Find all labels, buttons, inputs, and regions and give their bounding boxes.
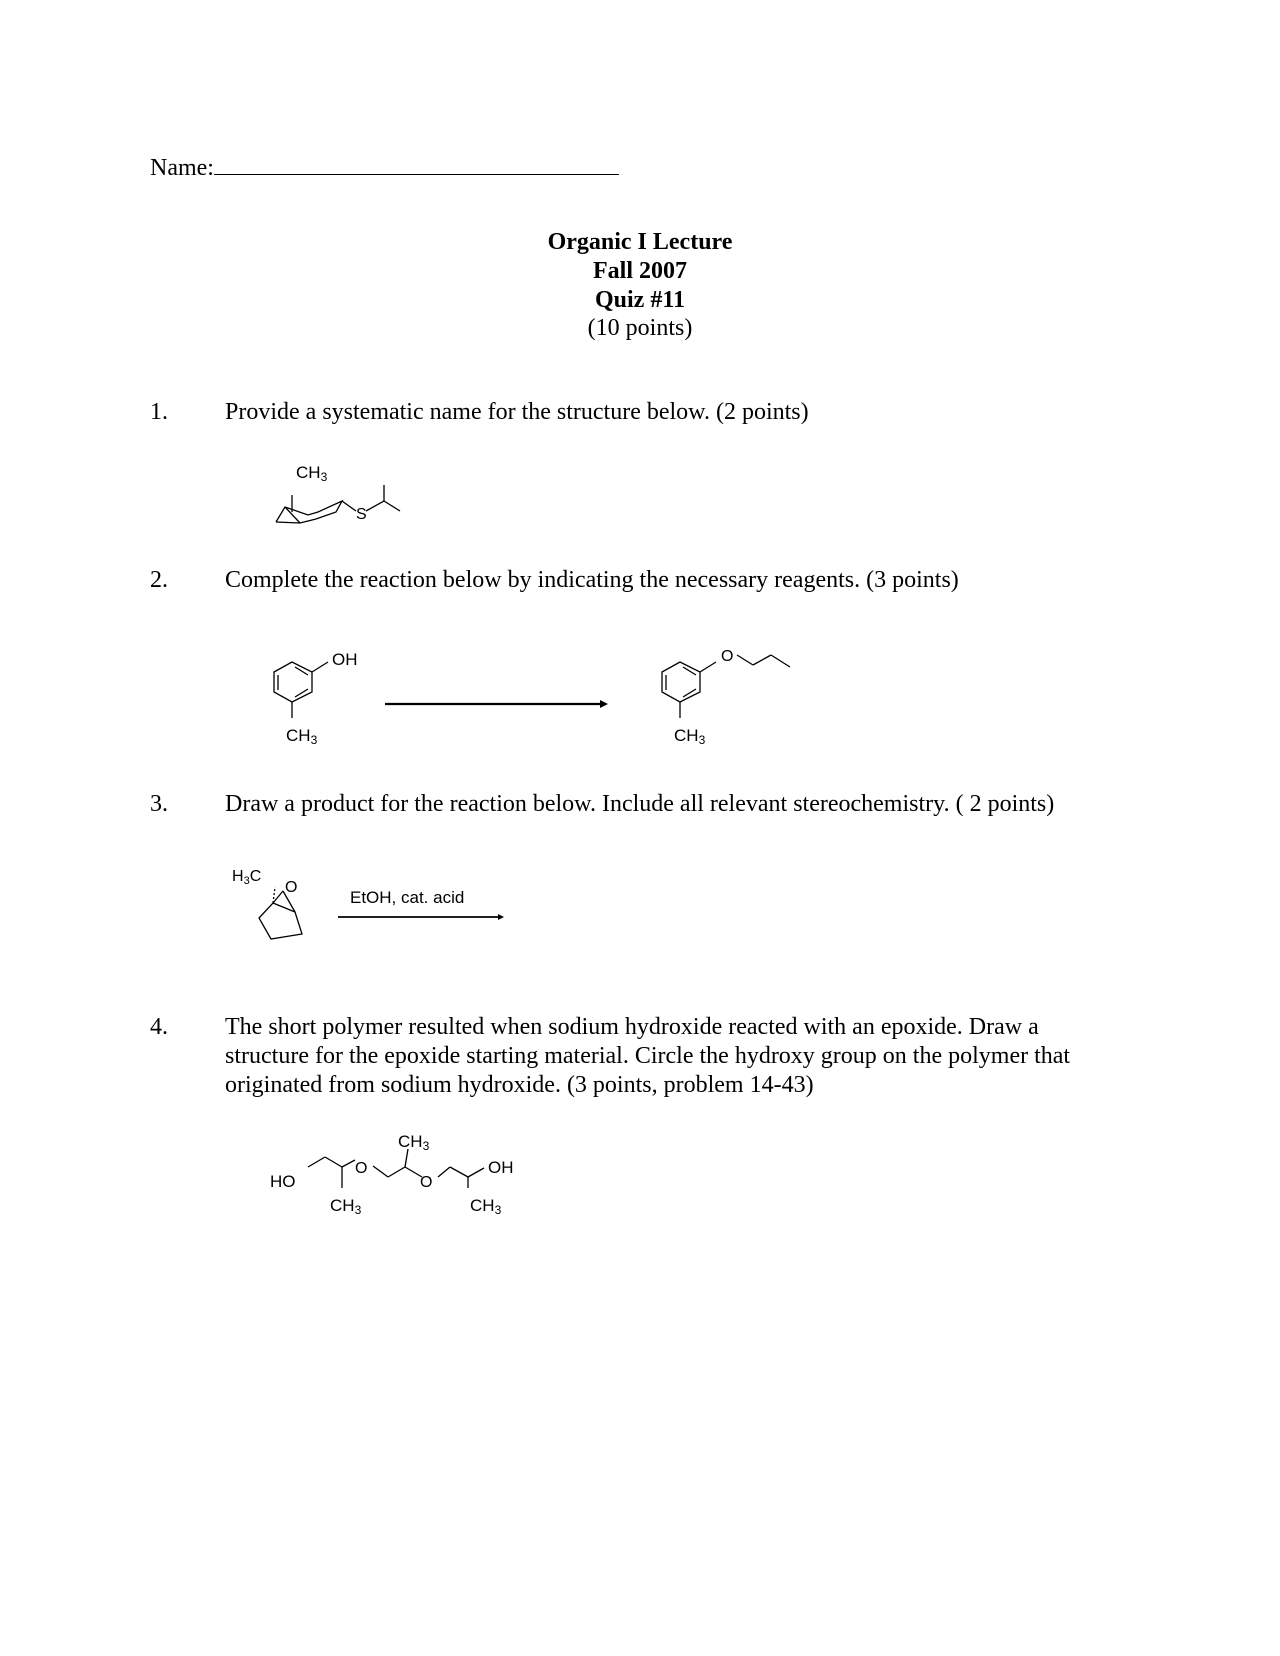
- name-label: Name:: [150, 155, 214, 181]
- q2-ch3-left-label: CH3: [286, 726, 318, 747]
- q4-ch3-a-label: CH3: [330, 1196, 362, 1217]
- q3-reaction: [230, 855, 550, 965]
- q3-reagent-label: EtOH, cat. acid: [350, 888, 465, 907]
- question-1-text: Provide a systematic name for the structure below. (2 points): [225, 399, 809, 425]
- q4-o1-label: O: [355, 1160, 368, 1177]
- question-4-line-1: The short polymer resulted when sodium hydroxide reacted with an epoxide. Draw a: [225, 1014, 1039, 1040]
- q4-polymer-structure: [270, 1125, 570, 1225]
- q4-o2-label: O: [420, 1174, 433, 1191]
- q1-structure: [260, 455, 430, 535]
- total-points: (10 points): [587, 315, 693, 341]
- q2-reaction: [250, 645, 830, 765]
- q4-ho-label: HO: [270, 1172, 296, 1191]
- q2-oh-label: OH: [332, 650, 358, 669]
- name-blank[interactable]: [214, 152, 619, 175]
- question-2-text: Complete the reaction below by indicating the necessary reagents. (3 points): [225, 567, 959, 593]
- question-4-line-2: structure for the epoxide starting material. Circle the hydroxy group on the polymer that: [225, 1043, 1071, 1069]
- question-3-number: 3.: [150, 791, 168, 817]
- question-1-number: 1.: [150, 399, 168, 425]
- quiz-title: Quiz #11: [594, 287, 685, 313]
- question-4-number: 4.: [150, 1014, 168, 1040]
- q3-h3c-label: H3C: [232, 868, 262, 887]
- question-2-number: 2.: [150, 567, 168, 593]
- q1-ch3-label: CH3: [296, 463, 328, 484]
- name-field[interactable]: [150, 152, 619, 183]
- question-4-line-3: originated from sodium hydroxide. (3 points, problem 14-43): [225, 1072, 814, 1098]
- q3-o-label: O: [285, 879, 298, 896]
- question-3-text: Draw a product for the reaction below. Include all relevant stereochemistry. ( 2 points): [225, 791, 1055, 817]
- q2-o-label: O: [721, 648, 734, 665]
- term-title: Fall 2007: [593, 258, 687, 284]
- q4-ch3-b-label: CH3: [470, 1196, 502, 1217]
- q4-oh-label: OH: [488, 1158, 514, 1177]
- q2-ch3-right-label: CH3: [674, 726, 706, 747]
- course-title: Organic I Lecture: [547, 229, 733, 255]
- q4-ch3-top-label: CH3: [398, 1132, 430, 1153]
- q1-s-label: S: [356, 506, 367, 523]
